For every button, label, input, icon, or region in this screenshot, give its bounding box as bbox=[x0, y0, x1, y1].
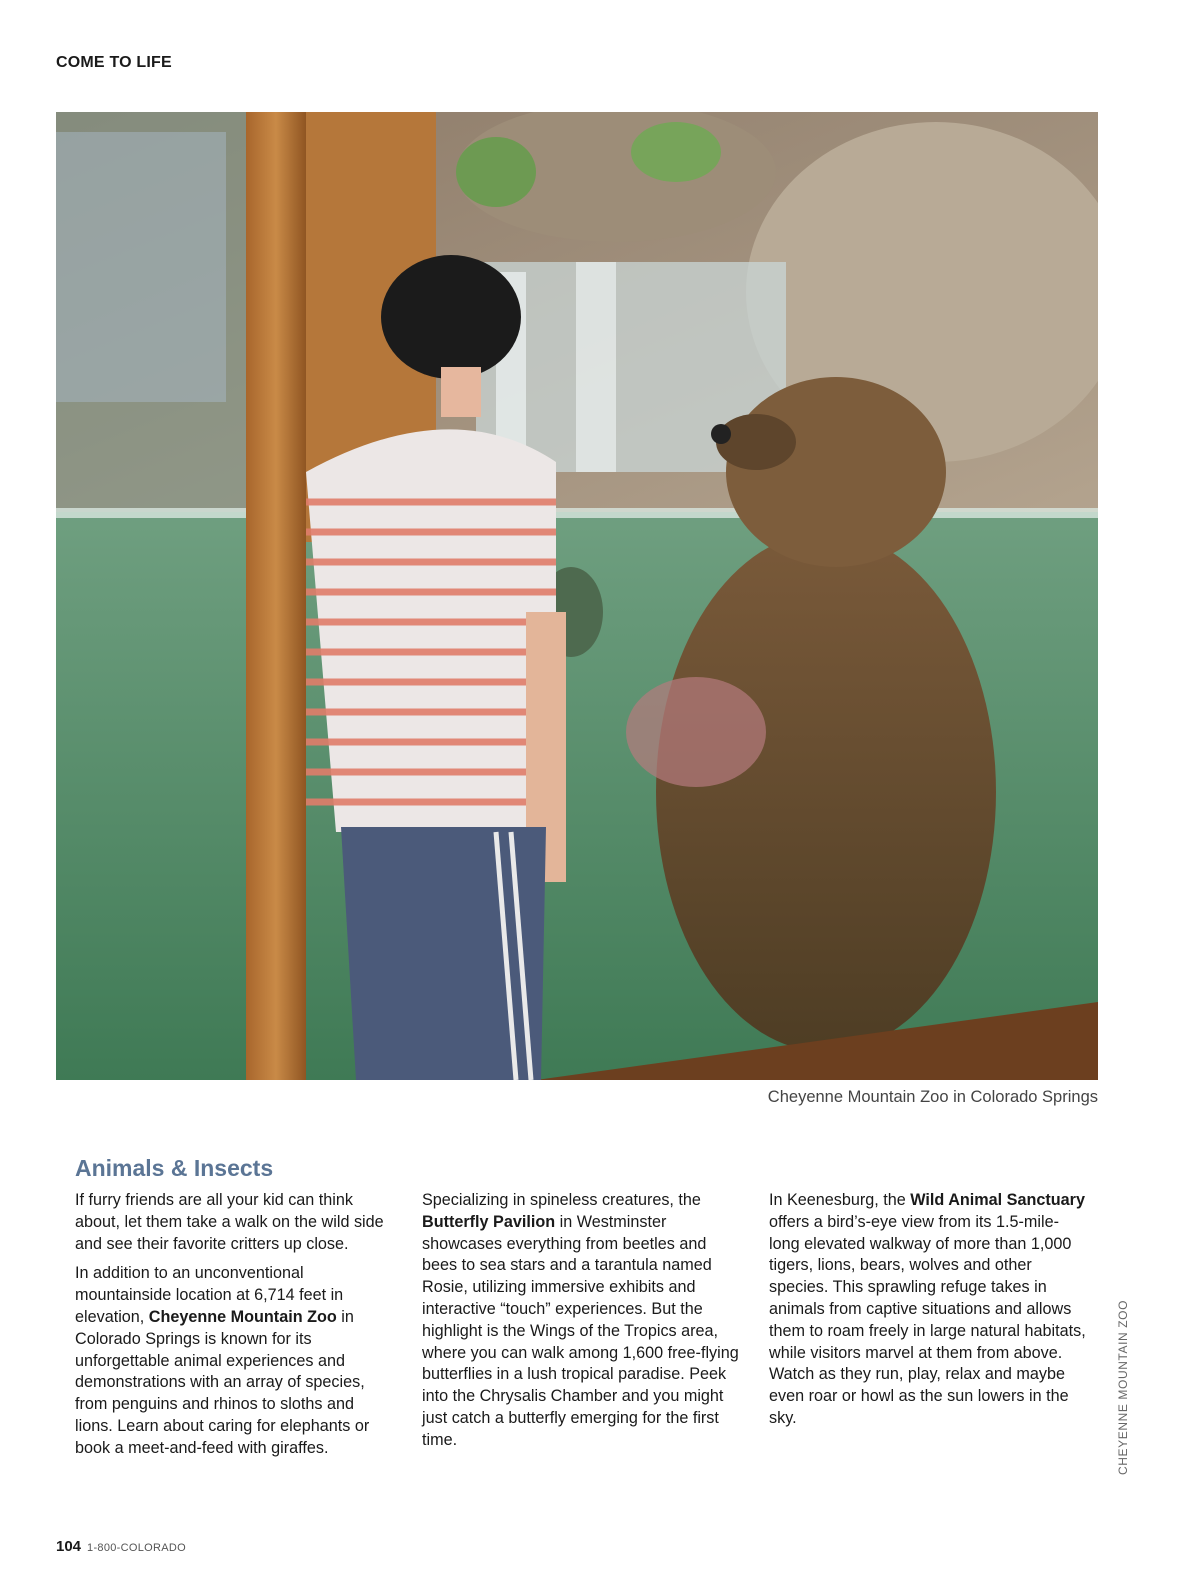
article-column-3 bbox=[769, 1190, 1089, 1438]
venue-name: Butterfly Pavilion bbox=[422, 1212, 556, 1231]
paragraph: In addition to an unconventional mountainside location at 6,714 feet in elevation, Cheyenne Mountain Zoo in Colorado Springs is known for its unforgettable animal experiences and demonstrations with an array of species, from penguins and rhinos to sloths and lions. Learn about caring for elephants or book a meet-and-feed with giraffes. bbox=[75, 1264, 370, 1457]
photo-credit: CHEYENNE MOUNTAIN ZOO bbox=[1116, 1299, 1130, 1475]
article-column-1 bbox=[75, 1190, 395, 1468]
page-footer bbox=[56, 1538, 186, 1555]
venue-name: Cheyenne Mountain Zoo bbox=[148, 1307, 337, 1326]
paragraph: In Keenesburg, the Wild Animal Sanctuary offers a bird’s-eye view from its 1.5-mile-long elevated walkway of more than 1,000 tigers, lions, bears, wolves and other species. This sprawling refuge takes in animals from captive situations and allows them to roam freely in large natural habitats, while visitors marvel at them from above. Watch as they run, play, relax and maybe even roar or howl as the sun lowers in the sky. bbox=[769, 1191, 1086, 1427]
photo-caption: Cheyenne Mountain Zoo in Colorado Springs bbox=[767, 1088, 1098, 1106]
paragraph: If furry friends are all your kid can think about, let them take a walk on the wild side and see their favorite critters up close. bbox=[75, 1191, 384, 1253]
article-column-2 bbox=[422, 1190, 742, 1460]
venue-name: Wild Animal Sanctuary bbox=[910, 1191, 1085, 1209]
page-number: 104 bbox=[56, 1538, 82, 1555]
paragraph: Specializing in spineless creatures, the Butterfly Pavilion in Westminster showcases everything from beetles and bees to sea stars and a tarantula named Rosie, utilizing immersive exhibits and interactive “touch” experiences. But the highlight is the Wings of the Tropics area, where you can walk among 1,600 free-flying butterflies in a lush tropical paradise. Peek into the Chrysalis Chamber and you might just catch a butterfly emerging for the first time. bbox=[422, 1191, 739, 1449]
bear-exhibit-photo bbox=[56, 112, 1098, 1080]
phone-number: 1-800-COLORADO bbox=[87, 1542, 186, 1554]
section-heading: Animals & Insects bbox=[75, 1155, 274, 1181]
section-label: COME TO LIFE bbox=[56, 54, 172, 71]
